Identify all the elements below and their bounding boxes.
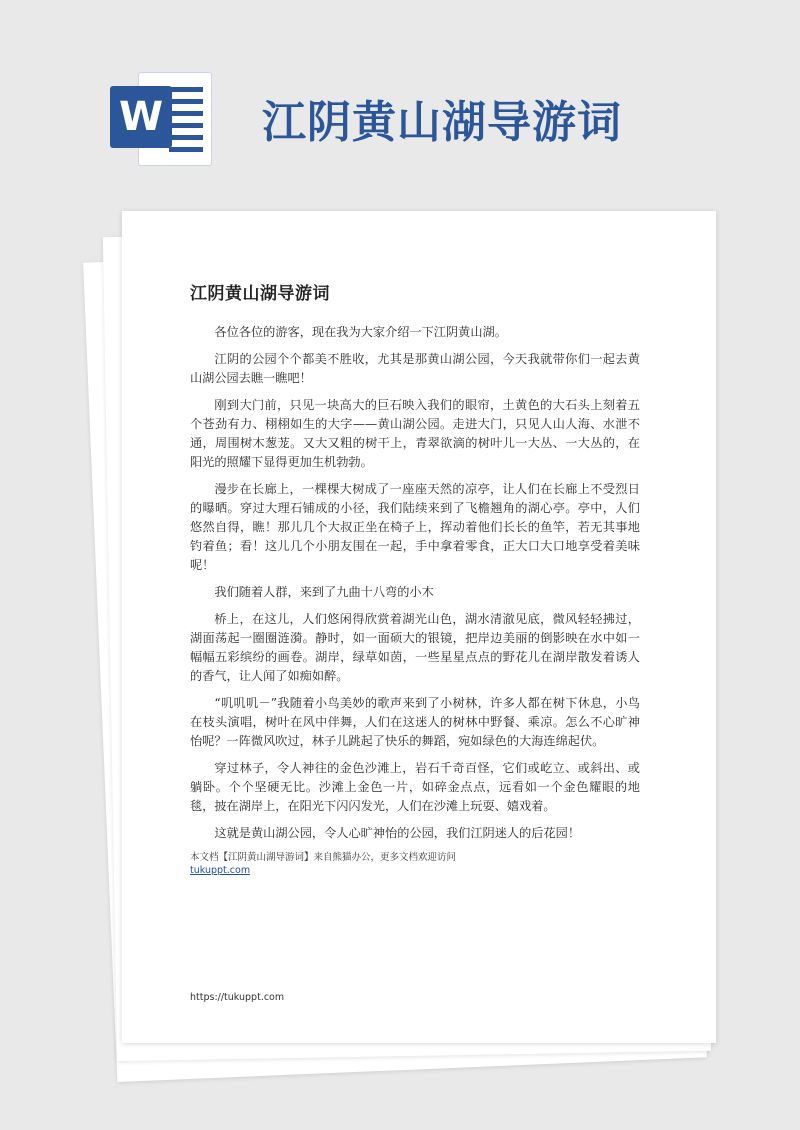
paragraph: 穿过林子，令人神往的金色沙滩上，岩石千奇百怪，它们或屹立、或斜出、或躺卧。个个坚硬无比。沙滩上金色一片，如碎金点点，远看如一个金色耀眼的地毯，披在湖岸上，在阳光下闪闪发光，人们在沙滩上玩耍、嬉戏着。	[190, 761, 640, 813]
word-document-icon	[110, 72, 210, 164]
paragraph: “叽叽叽－”我随着小鸟美妙的歌声来到了小树林，许多人都在树下休息，小鸟在枝头演唱，树叶在风中伴舞，人们在这迷人的树林中野餐、乘凉。怎么不心旷神怡呢？一阵微风吹过，林子儿跳起了快乐的舞蹈，宛如绿色的大海连绵起伏。	[190, 696, 640, 748]
word-logo-badge: W	[110, 86, 172, 148]
banner-title: 江阴黄山湖导游词	[262, 97, 622, 148]
bottom-url: https://tukuppt.com	[190, 992, 285, 1003]
paragraph: 桥上，在这儿，人们悠闲得欣赏着湖光山色，湖水清澈见底，微风轻轻拂过，湖面荡起一圈圈涟漪。静时，如一面硕大的银镜，把岸边美丽的倒影映在水中如一幅幅五彩缤纷的画卷。湖岸，绿草如茵，一些星星点点的野花儿在湖岸散发着诱人的香气，让人闻了如痴如醉。	[190, 612, 640, 683]
paragraph: 我们随着人群，来到了九曲十八弯的小木	[214, 585, 434, 599]
paragraph: 刚到大门前，只见一块高大的巨石映入我们的眼帘，土黄色的大石头上刻着五个苍劲有力、栩栩如生的大字——黄山湖公园。走进大门，只见人山人海、水泄不通，周围树木葱茏。又大又粗的树干上，青翠欲滴的树叶儿一大丛、一大丛的，在阳光的照耀下显得更加生机勃勃。	[190, 398, 640, 469]
document-page	[122, 211, 716, 1043]
paragraph: 这就是黄山湖公园，令人心旷神怡的公园，我们江阴迷人的后花园！	[214, 826, 581, 840]
paragraph: 江阴的公园个个都美不胜收，尤其是那黄山湖公园，今天我就带你们一起去黄山湖公园去瞧一瞧吧！	[190, 352, 640, 385]
paragraph: 各位各位的游客，现在我为大家介绍一下江阴黄山湖。	[214, 325, 507, 339]
document-body	[190, 279, 640, 877]
source-link[interactable]: tukuppt.com	[190, 865, 251, 876]
source-note: 本文档【江阴黄山湖导游词】来自熊猫办公，更多文档欢迎访问	[190, 852, 457, 863]
document-title: 江阴黄山湖导游词	[190, 284, 330, 304]
paragraph: 漫步在长廊上，一棵棵大树成了一座座天然的凉亭，让人们在长廊上不受烈日的曝晒。穿过大理石铺成的小径，我们陆续来到了飞檐翘角的湖心亭。亭中，人们悠然自得，瞧！那儿几个大叔正坐在椅子上，挥动着他们长长的鱼竿，若无其事地钓着鱼；看！这儿几个小朋友围在一起，手中拿着零食，正大口大口地享受着美味呢！	[190, 482, 640, 572]
